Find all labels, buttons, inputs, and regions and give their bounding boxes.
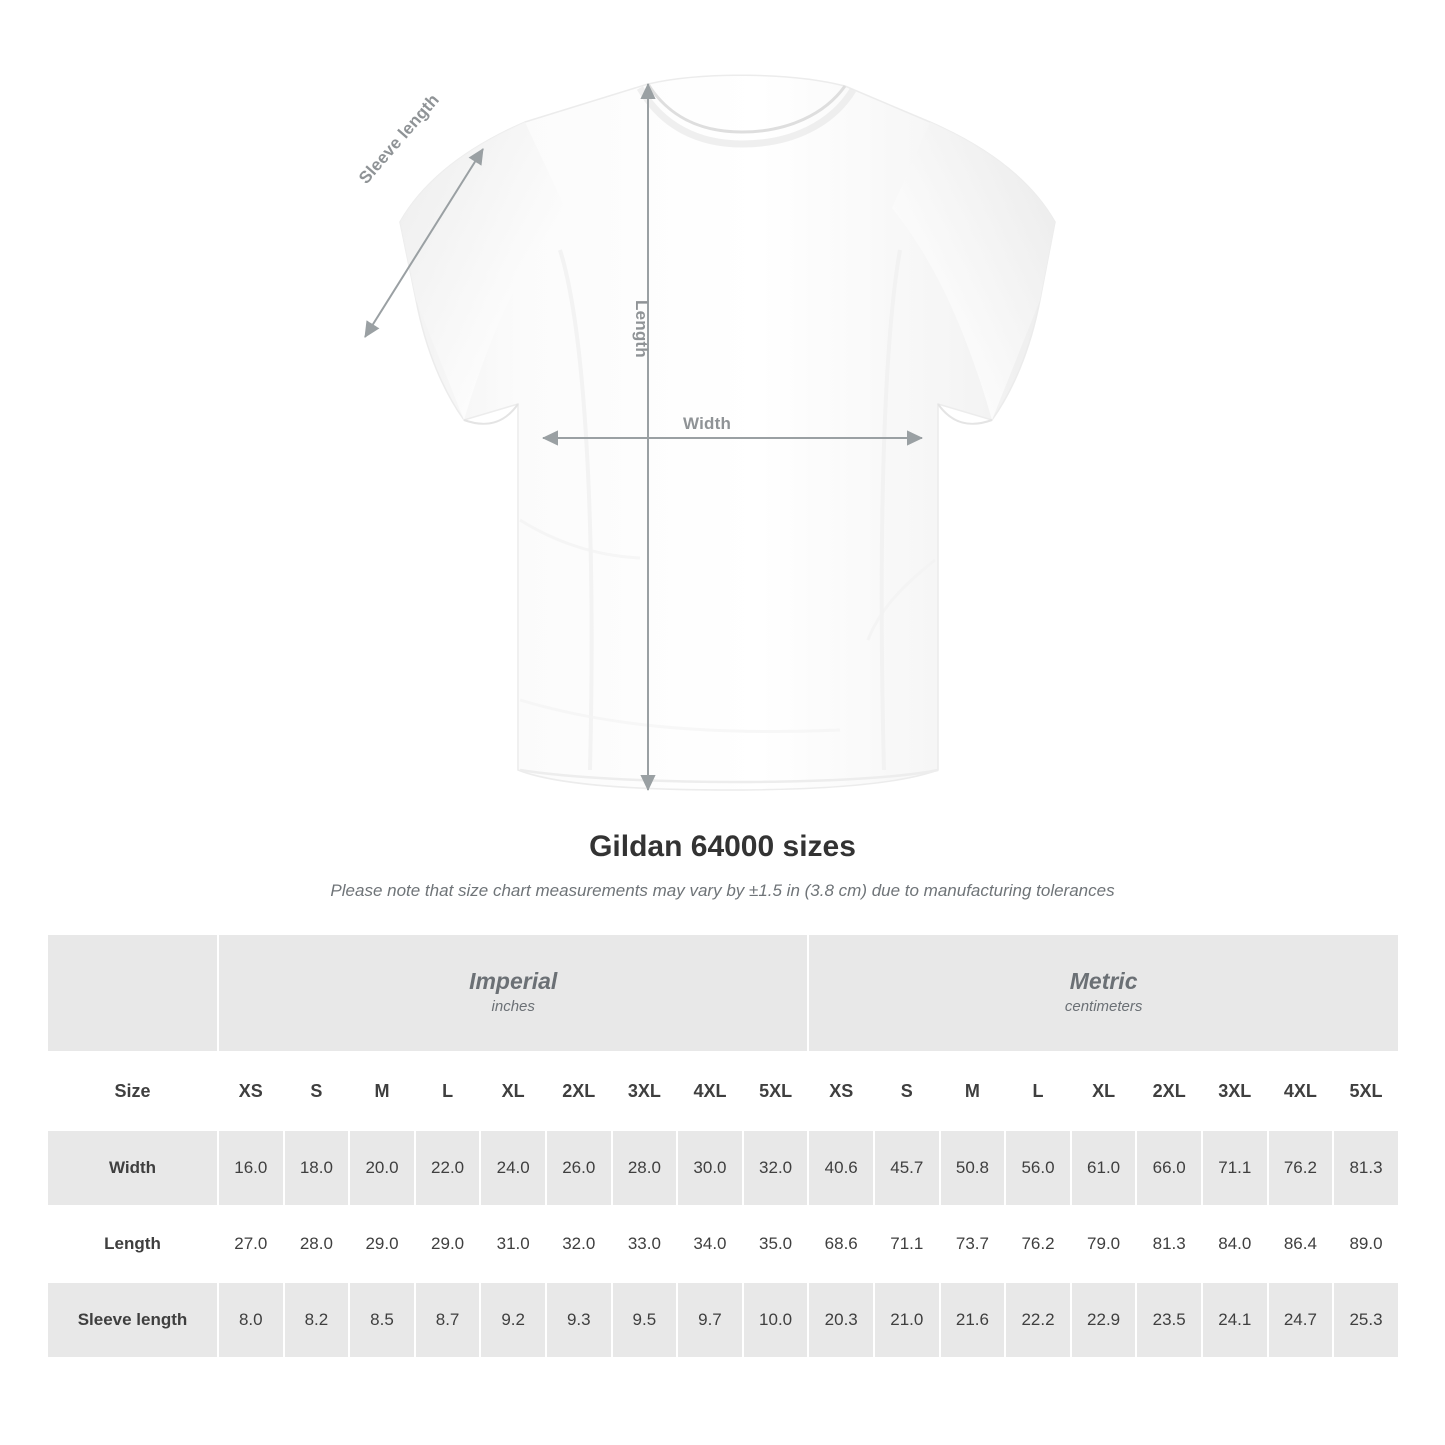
table-row-sleeve-length [47,1282,1399,1358]
cell-width-1: 18.0 [284,1130,350,1206]
cell-width-17: 81.3 [1333,1130,1399,1206]
cell-sleeve-11: 21.6 [940,1282,1006,1358]
cell-width-11: 50.8 [940,1130,1006,1206]
cell-width-5: 26.0 [546,1130,612,1206]
cell-length-11: 73.7 [940,1206,1006,1282]
size-col-12: L [1005,1052,1071,1130]
table-row-length [47,1206,1399,1282]
cell-sleeve-9: 20.3 [808,1282,874,1358]
cell-width-4: 24.0 [480,1130,546,1206]
cell-length-3: 29.0 [415,1206,481,1282]
cell-width-15: 71.1 [1202,1130,1268,1206]
cell-width-12: 56.0 [1005,1130,1071,1206]
cell-length-16: 86.4 [1268,1206,1334,1282]
cell-width-6: 28.0 [612,1130,678,1206]
cell-length-7: 34.0 [677,1206,743,1282]
unit-group-metric-name: Metric [1069,967,1138,994]
size-col-10: S [874,1052,940,1130]
cell-width-2: 20.0 [349,1130,415,1206]
cell-length-0: 27.0 [218,1206,284,1282]
cell-width-16: 76.2 [1268,1130,1334,1206]
cell-length-2: 29.0 [349,1206,415,1282]
cell-sleeve-12: 22.2 [1005,1282,1071,1358]
cell-length-13: 79.0 [1071,1206,1137,1282]
size-col-6: 3XL [612,1052,678,1130]
table-row-width [47,1130,1399,1206]
cell-sleeve-2: 8.5 [349,1282,415,1358]
cell-sleeve-6: 9.5 [612,1282,678,1358]
cell-sleeve-5: 9.3 [546,1282,612,1358]
cell-width-13: 61.0 [1071,1130,1137,1206]
sleeve-length-label: Sleeve length [355,90,443,188]
cell-width-10: 45.7 [874,1130,940,1206]
size-col-4: XL [480,1052,546,1130]
cell-sleeve-14: 23.5 [1136,1282,1202,1358]
size-col-5: 2XL [546,1052,612,1130]
cell-length-9: 68.6 [808,1206,874,1282]
table-unit-header-row [47,934,1399,1052]
cell-sleeve-10: 21.0 [874,1282,940,1358]
cell-width-8: 32.0 [743,1130,809,1206]
row-label-width: Width [47,1130,218,1206]
size-header-label: Size [47,1052,218,1130]
cell-sleeve-1: 8.2 [284,1282,350,1358]
measurement-note: Please note that size chart measurements may vary by ±1.5 in (3.8 cm) due to manufacturing tolerances [330,881,1115,900]
size-col-0: XS [218,1052,284,1130]
cell-length-6: 33.0 [612,1206,678,1282]
size-col-15: 3XL [1202,1052,1268,1130]
size-col-8: 5XL [743,1052,809,1130]
size-chart-container [46,933,1399,1359]
cell-sleeve-8: 10.0 [743,1282,809,1358]
cell-length-5: 32.0 [546,1206,612,1282]
page-title: Gildan 64000 sizes [589,830,856,863]
cell-length-4: 31.0 [480,1206,546,1282]
unit-group-metric-sub: centimeters [1064,998,1143,1016]
cell-width-3: 22.0 [415,1130,481,1206]
cell-length-14: 81.3 [1136,1206,1202,1282]
cell-width-7: 30.0 [677,1130,743,1206]
size-col-11: M [940,1052,1006,1130]
size-col-9: XS [808,1052,874,1130]
cell-length-1: 28.0 [284,1206,350,1282]
size-col-17: 5XL [1333,1052,1399,1130]
table-corner-cell [47,934,218,1052]
size-chart-table [46,933,1400,1359]
unit-group-imperial-sub: inches [491,998,535,1016]
row-label-length: Length [47,1206,218,1282]
cell-length-15: 84.0 [1202,1206,1268,1282]
unit-group-imperial-name: Imperial [469,967,558,994]
size-col-1: S [284,1052,350,1130]
cell-sleeve-4: 9.2 [480,1282,546,1358]
cell-width-14: 66.0 [1136,1130,1202,1206]
cell-width-0: 16.0 [218,1130,284,1206]
cell-sleeve-16: 24.7 [1268,1282,1334,1358]
cell-length-8: 35.0 [743,1206,809,1282]
cell-sleeve-7: 9.7 [677,1282,743,1358]
size-col-16: 4XL [1268,1052,1334,1130]
row-label-sleeve-length: Sleeve length [47,1282,218,1358]
size-col-7: 4XL [677,1052,743,1130]
length-label: Length [632,300,651,358]
size-col-14: 2XL [1136,1052,1202,1130]
cell-sleeve-0: 8.0 [218,1282,284,1358]
unit-group-imperial [218,934,808,1052]
cell-sleeve-15: 24.1 [1202,1282,1268,1358]
cell-width-9: 40.6 [808,1130,874,1206]
size-col-13: XL [1071,1052,1137,1130]
cell-sleeve-13: 22.9 [1071,1282,1137,1358]
cell-sleeve-17: 25.3 [1333,1282,1399,1358]
cell-sleeve-3: 8.7 [415,1282,481,1358]
table-size-header-row [47,1052,1399,1130]
unit-group-metric [808,934,1398,1052]
cell-length-12: 76.2 [1005,1206,1071,1282]
cell-length-10: 71.1 [874,1206,940,1282]
cell-length-17: 89.0 [1333,1206,1399,1282]
width-label: Width [683,414,732,433]
size-col-2: M [349,1052,415,1130]
size-col-3: L [415,1052,481,1130]
